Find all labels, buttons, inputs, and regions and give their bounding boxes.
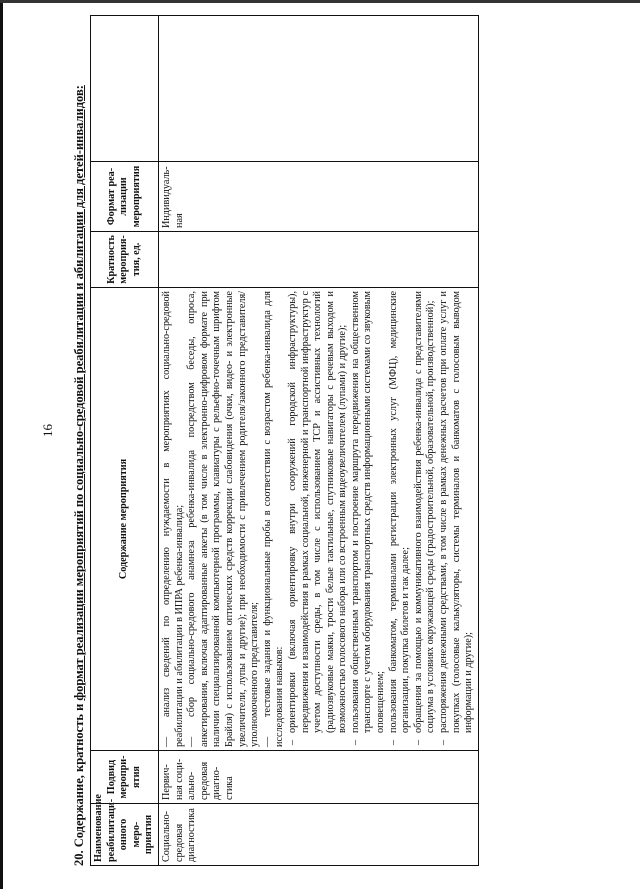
page-number: 16 xyxy=(40,424,55,437)
cell-content xyxy=(158,288,478,751)
content-intro-item: —анализ сведений по определению нуждаемости в мероприятиях социально-средовой реабилитации и абилитации в ИПРА ребенка-инвалида; xyxy=(160,291,185,747)
header-content: Содержание мероприятия xyxy=(91,288,159,751)
scan-border-top xyxy=(0,0,640,3)
cell-measure-name: Социально-средовая диагностика xyxy=(158,804,478,866)
table-row xyxy=(158,16,478,866)
header-measure-name: Наименование реабилитаци-онного меро-приятия xyxy=(91,804,159,866)
skill-list-item: – пользования общественным транспортом и построение маршрута передвижения на общественном транспорте с учетом оборудования транспортных средств информационными системами со звуковым оповещением; xyxy=(349,291,387,745)
content-intro-text: сбор социально-средового анамнеза ребенка-инвалида посредством беседы, опроса, анкетирования, включая адаптированные анкеты (в том числе в электронно-цифровом формате при наличии специализированной компьютерной программы, клавиатуры с рельефно-точечным шрифтом Брайля) с использованием оптических средств коррекции слабовидения (очки, видео- и электронные увеличители, лупы и другие); при необходимости с привлечением родителя/законного представителя/уполномоченного представителя; xyxy=(186,291,261,747)
scan-border-left xyxy=(0,0,3,889)
content-intro-item: —тестовые задания и функциональные пробы в соответствии с возрастом ребенка-инвалида для исследования навыков: xyxy=(261,291,286,747)
section-heading-prefix: 20. Содержание, кратность и xyxy=(72,700,86,866)
skill-list-item: – ориентировки (включая ориентировку внутри сооружений городской инфраструктуры), передвижения и взаимодействия в рамках социальной, инженерной и транспортной инфраструктур с учетом доступности среды, в том числе с использованием ТСР и ассистивных технологий (радиозвуковые маяки, трости белые тактильные, спутниковые навигаторы с речевым выходом и возможностью голосового набора или со встроенным видеоувеличителем (лупами) и другие); xyxy=(286,291,349,745)
section-heading-underlined: формат реализации мероприятий по социально-средовой реабилитации и абилитации для детей-инвалидов: xyxy=(72,85,86,701)
content-intro-text: тестовые задания и функциональные пробы в соответствии с возрастом ребенка-инвалида для исследования навыков: xyxy=(261,291,286,747)
header-format: Формат реа-лизации мероприятия xyxy=(91,162,159,232)
skill-list-item: – обращения за помощью и коммуникативного взаимодействия ребенка-инвалида с представителями социума в условиях окружающей среды (градостроительной, образовательной, производственной); xyxy=(412,291,437,745)
content-intro-text: анализ сведений по определению нуждаемости в мероприятиях социально-средовой реабилитации и абилитации в ИПРА ребенка-инвалида; xyxy=(160,291,185,747)
cell-format: Индивидуаль-ная xyxy=(158,162,478,232)
cell-subtype: Первич-ная соци-ально-средовая диагно-стика xyxy=(158,751,478,804)
header-subtype: Подвид меропри-ятия xyxy=(91,751,159,804)
skill-item-text: обращения за помощью и коммуникативного взаимодействия ребенка-инвалида с представителями социума в условиях окружающей среды (градостроительной, образовательной, производственной); xyxy=(412,291,437,733)
skill-list-item: – пользования банкоматом, терминалами регистрации электронных услуг (МФЦ), медицинские организации, покупка билетов и так далее; xyxy=(387,291,412,745)
header-extra xyxy=(91,16,159,162)
skill-item-text: пользования общественным транспортом и построение маршрута передвижения на общественном транспорте с учетом оборудования транспортных средств информационными системами со звуковым оповещением; xyxy=(349,291,387,733)
skill-item-text: ориентировки (включая ориентировку внутри сооружений городской инфраструктуры), передвижения и взаимодействия в рамках социальной, инженерной и транспортной инфраструктур с учетом доступности среды, в том числе с использованием ТСР и ассистивных технологий (радиозвуковые маяки, трости белые тактильные, спутниковые навигаторы с речевым выходом и возможностью голосового набора или со встроенным видеоувеличителем (лупами) и другие); xyxy=(286,291,349,733)
header-frequency: Кратность мероприя-тия, ед. xyxy=(91,232,159,288)
rotated-landscape-content xyxy=(72,16,640,866)
measures-table xyxy=(90,15,479,866)
skill-item-text: распоряжения денежными средствами, в том числе в рамках денежных расчетов при оплате услуг и покупках (голосовые калькуляторы, системы терминалов и банкоматов с голосовым выводом информации и другие); xyxy=(438,291,475,733)
table-header-row xyxy=(91,16,159,866)
cell-frequency xyxy=(158,232,478,288)
content-intro-item: —сбор социально-средового анамнеза ребенка-инвалида посредством беседы, опроса, анкетирования, включая адаптированные анкеты (в том числе в электронно-цифровом формате при наличии специализированной компьютерной программы, клавиатуры с рельефно-точечным шрифтом Брайля) с использованием оптических средств коррекции слабовидения (очки, видео- и электронные увеличители, лупы и другие); при необходимости с привлечением родителя/законного представителя/уполномоченного представителя; xyxy=(186,291,261,747)
skill-item-text: пользования банкоматом, терминалами регистрации электронных услуг (МФЦ), медицинские организации, покупка билетов и так далее; xyxy=(387,291,412,733)
cell-extra xyxy=(158,16,478,162)
skill-list-item: – распоряжения денежными средствами, в том числе в рамках денежных расчетов при оплате услуг и покупках (голосовые калькуляторы, системы терминалов и банкоматов с голосовым выводом информации и другие); xyxy=(438,291,475,745)
